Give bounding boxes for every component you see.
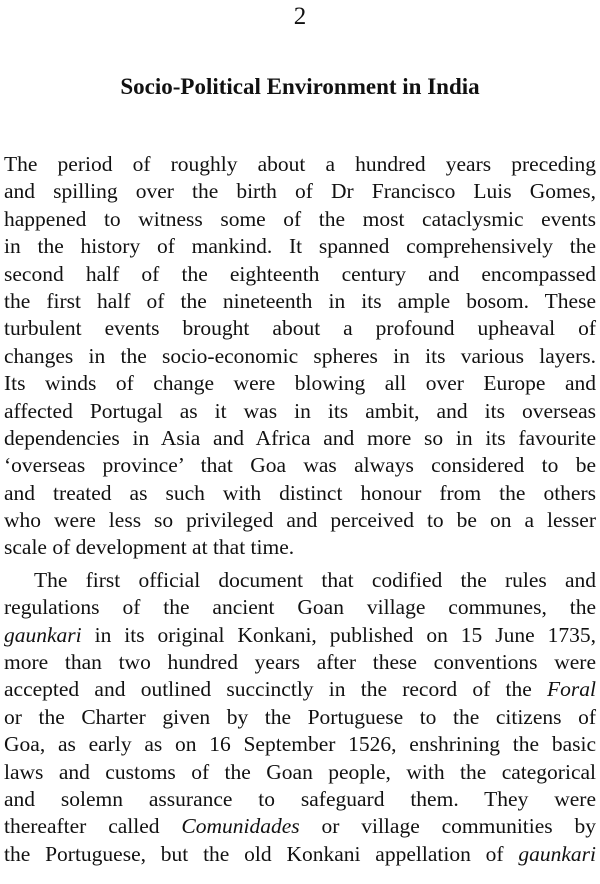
text-line: regulations of the ancient Goan village communes, the [4,595,596,620]
italic-term: gaunkari [518,841,596,866]
text-line: and solemn assurance to safeguard them. They were [4,786,596,811]
text-line: ‘overseas province’ that Goa was always considered to be [4,453,596,478]
text-segment: the Portuguese, but the old Konkani appellation of [4,841,519,866]
text-line: turbulent events brought about a profound upheaval of [4,316,596,341]
text-line: affected Portugal as it was in its ambit, and its overseas [4,398,596,423]
paragraph-1 [4,151,596,562]
text-line: laws and customs of the Goan people, with the categorical [4,759,596,784]
text-line [4,841,596,868]
page-number: 2 [293,3,307,30]
chapter-title: Socio-Political Environment in India [120,74,480,99]
text-line: the first half of the nineteenth in its ample bosom. These [4,288,596,313]
text-line [4,813,596,840]
paragraph-2 [4,567,596,868]
body-text [4,151,596,868]
italic-term: gaunkari [4,622,82,647]
text-line: The period of roughly about a hundred years preceding [4,152,596,176]
text-line: second half of the eighteenth century and encompassed [4,261,596,286]
text-line: and spilling over the birth of Dr Francisco Luis Gomes, [4,179,596,204]
text-line: and treated as such with distinct honour from the others [4,480,596,505]
text-line [4,676,596,703]
text-segment: or village communities by [299,814,596,839]
text-line: dependencies in Asia and Africa and more so in its favourite [4,425,596,450]
text-segment: in its original Konkani, published on 15 June 1735, [81,622,596,647]
text-line: more than two hundred years after these conventions were [4,650,596,675]
text-line: changes in the socio-economic spheres in its various layers. [4,343,596,368]
text-line: Goa, as early as on 16 September 1526, enshrining the basic [4,732,596,757]
text-segment: accepted and outlined succinctly in the record of the [4,677,548,702]
italic-term: Foral [547,677,596,702]
text-line: happened to witness some of the most cataclysmic events [4,206,596,231]
text-segment: thereafter called [4,814,182,839]
text-line: who were less so privileged and perceived to be on a lesser [4,508,596,533]
text-line: scale of development at that time. [4,535,295,560]
text-line: Its winds of change were blowing all over Europe and [4,371,596,396]
text-line [4,622,596,649]
italic-term: Comunidades [181,814,300,839]
text-line: in the history of mankind. It spanned comprehensively the [4,234,596,259]
text-line: or the Charter given by the Portuguese to the citizens of [4,704,596,729]
text-line: The first official document that codified the rules and [34,567,596,592]
